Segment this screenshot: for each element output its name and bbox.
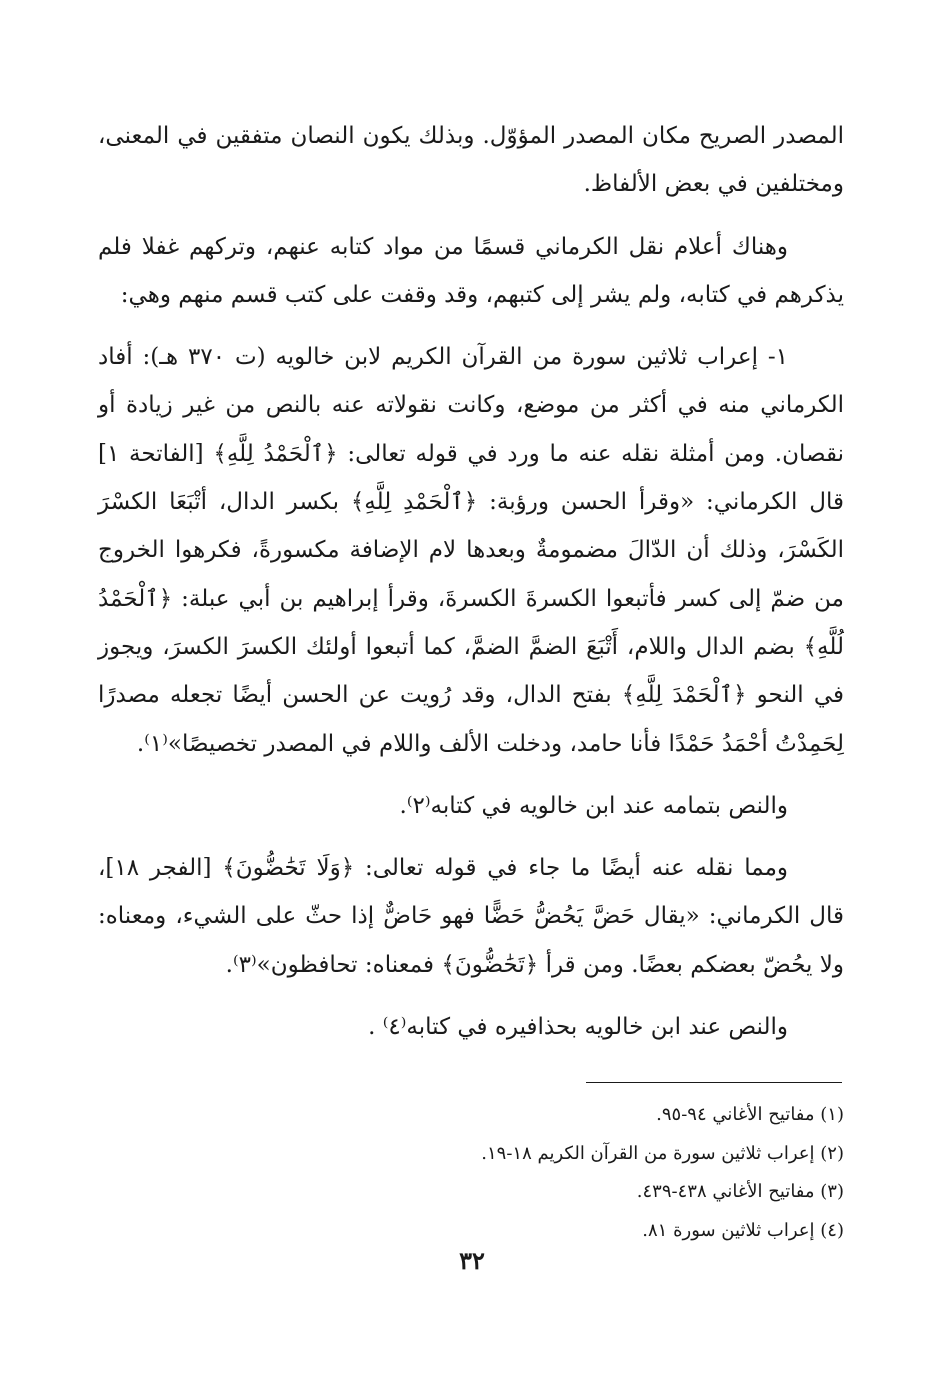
footnote-3: (٣) مفاتيح الأغاني ٤٣٨-٤٣٩. <box>636 1181 844 1202</box>
footnote-1: (١) مفاتيح الأغاني ٩٤-٩٥. <box>656 1104 844 1125</box>
page-number: ٣٢ <box>459 1246 485 1275</box>
paragraph-6: والنص عند ابن خالويه بحذافيره في كتابه⁽٤⁾ . <box>368 1014 788 1041</box>
footnote-separator <box>586 1082 842 1083</box>
paragraph-4: والنص بتمامه عند ابن خالويه في كتابه⁽٢⁾. <box>399 792 788 819</box>
paragraph-5: ومما نقله عنه أيضًا ما جاء في قوله تعالى: ﴿وَلَا تَحَٰضُّونَ﴾ [الفجر ١٨]، قال الكرماني: «يقال حَضَّ يَحُضُّ حَضًّا فهو حَاضٌّ إذا حثّ على الشيء، ومعناه: ولا يحُضّ بعضكم بعضًا. ومن قرأ ﴿تَحَٰضُّونَ﴾ فمعناه: تحافظون»⁽٣⁾. <box>98 855 844 978</box>
paragraph-1: المصدر الصريح مكان المصدر المؤوّل. وبذلك يكون النصان متفقين في المعنى، ومختلفين في بعض الألفاظ. <box>98 123 844 198</box>
main-text <box>98 112 844 1051</box>
footnote-4: (٤) إعراب ثلاثين سورة ٨١. <box>642 1219 844 1241</box>
paragraph-3: ١- إعراب ثلاثين سورة من القرآن الكريم لابن خالويه (ت ٣٧٠ هـ): أفاد الكرماني منه في أكثر من موضع، وكانت نقولاته عنه بالنص من غير زيادة أو نقصان. ومن أمثلة نقله عنه ما ورد في قوله تعالى: ﴿ٱلْحَمْدُ لِلَّهِ﴾ [الفاتحة ١] قال الكرماني: «وقرأ الحسن ورؤبة: ﴿ٱلْحَمْدِ لِلَّهِ﴾ بكسر الدال، أتْبَعَا الكسْرَ الكَسْرَ، وذلك أن الدّالَ مضمومةٌ وبعدها لام الإضافة مكسورةً، فكرهوا الخروج من ضمّ إلى كسر فأتبعوا الكسرةَ الكسرةَ، وقرأ إبراهيم بن أبي عبلة: ﴿ٱلْحَمْدُ لُلَّهِ﴾ بضم الدال واللام، أَتْبَعَ الضمَّ الضمَّ، كما أتبعوا أولئك الكسرَ الكسرَ، ويجوز في النحو ﴿ٱلْحَمْدَ لِلَّهِ﴾ بفتح الدال، وقد رُويت عن الحسن أيضًا تجعله مصدرًا لِحَمِدْتُ أحْمَدُ حَمْدًا فأنا حامد، ودخلت الألف واللام في المصدر تخصيصًا»⁽١⁾. <box>98 344 844 757</box>
footnote-2: (٢) إعراب ثلاثين سورة من القرآن الكريم ١٨-١٩. <box>481 1142 844 1164</box>
paragraph-2: وهناك أعلام نقل الكرماني قسمًا من مواد كتابه عنهم، وتركهم غفلا فلم يذكرهم في كتابه، ولم يشر إلى كتبهم، وقد وقفت على كتب قسم منهم وهي: <box>98 233 844 308</box>
footnotes <box>100 1096 844 1250</box>
